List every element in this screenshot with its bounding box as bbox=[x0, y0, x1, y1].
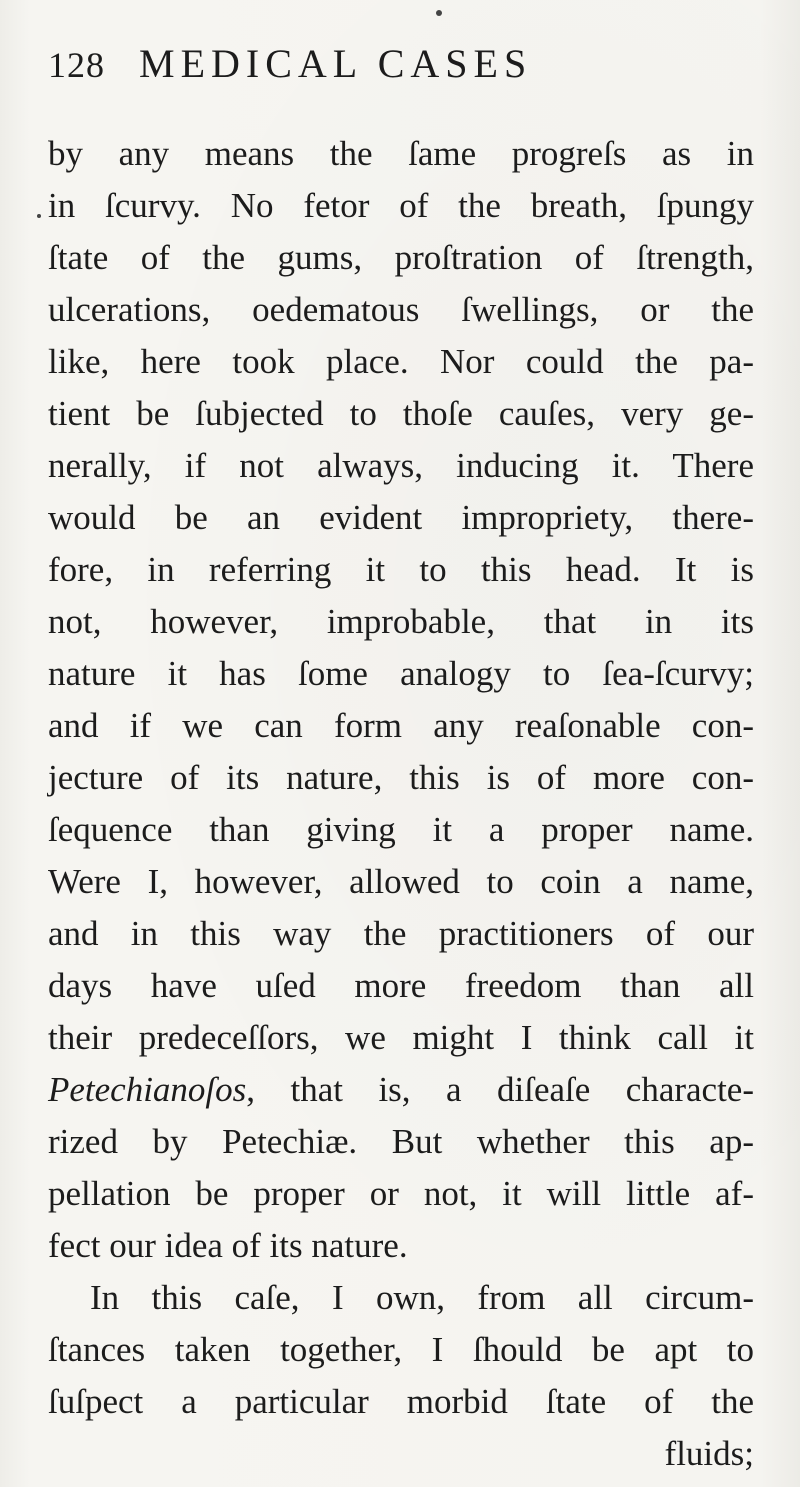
ink-speck bbox=[37, 214, 41, 218]
text-line: pellation be proper or not, it will little af- bbox=[48, 1174, 754, 1213]
text-line: and in this way the practitioners of our bbox=[48, 914, 754, 953]
running-head: MEDICAL CASES bbox=[139, 41, 533, 86]
text-line: by any means the ſame progreſs as in bbox=[48, 134, 754, 173]
text-line: not, however, improbable, that in its bbox=[48, 602, 754, 641]
text-line: their predeceſſors, we might I think call it bbox=[48, 1018, 754, 1057]
text-line: fluids; bbox=[664, 1434, 754, 1473]
page-header bbox=[48, 40, 648, 90]
text-line: rized by Petechiæ. But whether this ap- bbox=[48, 1122, 754, 1161]
text-line: fect our idea of its nature. bbox=[48, 1226, 408, 1265]
text-line: like, here took place. Nor could the pa- bbox=[48, 342, 754, 381]
text-line: fore, in referring it to this head. It is bbox=[48, 550, 754, 589]
text-line: nerally, if not always, inducing it. There bbox=[48, 446, 754, 485]
text-line: jecture of its nature, this is of more con- bbox=[48, 758, 754, 797]
text-line: and if we can form any reaſonable con- bbox=[48, 706, 754, 745]
text-line: Petechianoſos, that is, a diſeaſe characte- bbox=[48, 1070, 754, 1109]
ink-speck bbox=[436, 10, 442, 16]
text-line: tient be ſubjected to thoſe cauſes, very ge- bbox=[48, 394, 754, 433]
page-number: 128 bbox=[48, 45, 105, 85]
text-line: ſtances taken together, I ſhould be apt to bbox=[48, 1330, 754, 1369]
text-line: In this caſe, I own, from all circum- bbox=[90, 1278, 754, 1317]
text-line: ſequence than giving it a proper name. bbox=[48, 810, 754, 849]
text-line: Were I, however, allowed to coin a name, bbox=[48, 862, 754, 901]
body-text bbox=[48, 128, 754, 1480]
italic-term: Petechianoſos bbox=[48, 1070, 247, 1109]
text-line: days have uſed more freedom than all bbox=[48, 966, 754, 1005]
text-line: ſuſpect a particular morbid ſtate of the bbox=[48, 1382, 754, 1421]
text-line: would be an evident impropriety, there- bbox=[48, 498, 754, 537]
text-line: nature it has ſome analogy to ſea-ſcurvy; bbox=[48, 654, 754, 693]
text-line: in ſcurvy. No fetor of the breath, ſpungy bbox=[48, 186, 754, 225]
text-line: ulcerations, oedematous ſwellings, or the bbox=[48, 290, 754, 329]
text-line: ſtate of the gums, proſtration of ſtrength, bbox=[48, 238, 754, 277]
